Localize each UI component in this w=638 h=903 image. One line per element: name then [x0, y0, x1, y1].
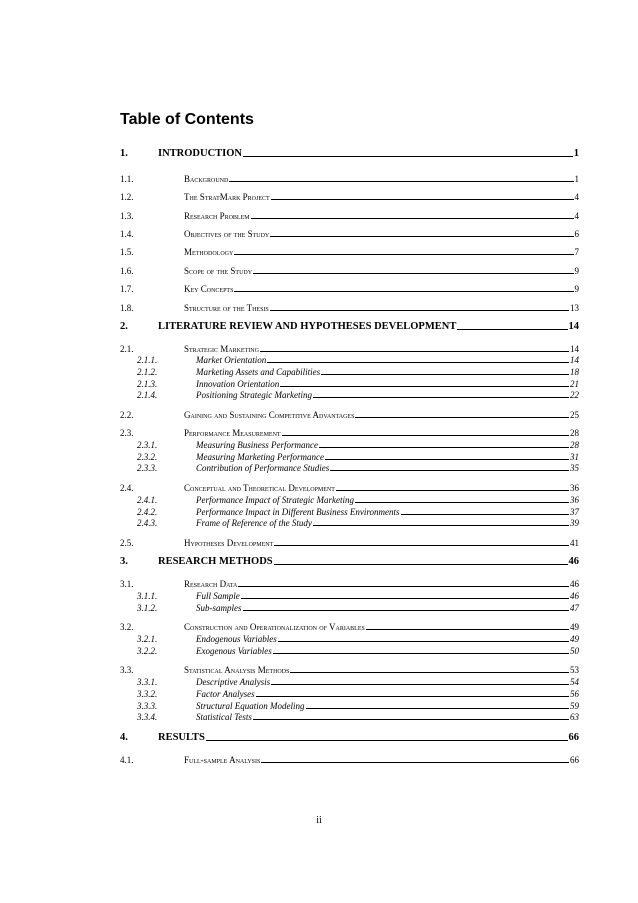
toc-entry-number: 1.1.	[120, 174, 134, 184]
toc-leader-line	[290, 672, 569, 673]
toc-entry-page: 21	[570, 379, 579, 389]
toc-leader-line	[313, 525, 569, 526]
toc-entry-page: 49	[570, 622, 579, 632]
toc-entry-page: 28	[570, 440, 579, 450]
toc-entry-number: 2.4.2.	[137, 507, 158, 517]
toc-entry-page: 9	[574, 266, 579, 276]
toc-leader-line	[274, 564, 568, 565]
toc-entry-page: 18	[570, 367, 579, 377]
toc-entry-number: 1.4.	[120, 229, 134, 239]
toc-entry[interactable]	[120, 495, 579, 505]
toc-leader-line	[270, 236, 573, 237]
toc-entry-page: 36	[570, 495, 579, 505]
toc-entry-page: 1	[574, 174, 579, 184]
toc-entry[interactable]	[120, 518, 579, 528]
toc-entry[interactable]	[120, 284, 579, 294]
toc-entry-label: Statistical Tests	[196, 712, 252, 722]
toc-entry[interactable]	[120, 303, 579, 313]
toc-entry-page: 7	[574, 247, 579, 257]
toc-leader-line	[306, 708, 570, 709]
toc-entry[interactable]	[120, 211, 579, 221]
page-number: ii	[316, 815, 322, 826]
toc-entry-number: 1.	[120, 148, 128, 159]
toc-entry-page: 14	[568, 321, 579, 332]
toc-entry-number: 3.2.	[120, 622, 134, 632]
toc-entry[interactable]	[120, 148, 579, 159]
toc-leader-line	[321, 374, 569, 375]
toc-entry-page: 9	[574, 284, 579, 294]
toc-entry[interactable]	[120, 247, 579, 257]
toc-entry-label: Performance Measurement	[184, 428, 281, 438]
toc-entry-label: Performance Impact in Different Business Environments	[196, 507, 400, 517]
toc-leader-line	[260, 351, 569, 352]
toc-entry-label: INTRODUCTION	[158, 148, 243, 159]
toc-entry-label: Endogenous Variables	[196, 634, 277, 644]
toc-entry-label: Scope of the Study	[184, 266, 253, 276]
toc-entry-label: Background	[184, 174, 229, 184]
toc-entry[interactable]	[120, 229, 579, 239]
toc-entry[interactable]	[120, 689, 579, 699]
toc-entry-label: Measuring Business Performance	[196, 440, 318, 450]
toc-entry-page: 63	[570, 712, 579, 722]
toc-entry[interactable]	[120, 634, 579, 644]
toc-entry[interactable]	[120, 174, 579, 184]
toc-leader-line	[261, 762, 569, 763]
toc-entry-page: 39	[570, 518, 579, 528]
toc-leader-line	[251, 218, 574, 219]
toc-entry-number: 3.3.4.	[137, 712, 158, 722]
toc-entry[interactable]	[120, 732, 579, 743]
toc-entry-page: 13	[570, 303, 579, 313]
toc-entry-number: 3.1.1.	[137, 591, 158, 601]
toc-entry-label: Full-sample Analysis	[184, 755, 261, 765]
toc-leader-line	[278, 641, 569, 642]
toc-entry-number: 3.1.	[120, 579, 134, 589]
toc-entry-label: Strategic Marketing	[184, 344, 259, 354]
toc-entry-page: 49	[570, 634, 579, 644]
toc-leader-line	[355, 417, 569, 418]
toc-leader-line	[271, 199, 574, 200]
toc-leader-line	[273, 653, 569, 654]
toc-entry[interactable]	[120, 463, 579, 473]
toc-entry-page: 22	[570, 390, 579, 400]
toc-leader-line	[256, 696, 569, 697]
toc-entry-page: 66	[570, 755, 579, 765]
toc-entry-number: 2.3.2.	[137, 452, 158, 462]
toc-entry[interactable]	[120, 410, 579, 420]
toc-entry-label: Descriptive Analysis	[196, 677, 271, 687]
toc-entry[interactable]	[120, 321, 579, 332]
toc-entry-label: Structural Equation Modeling	[196, 701, 305, 711]
toc-leader-line	[355, 502, 569, 503]
toc-entry-label: Measuring Marketing Performance	[196, 452, 324, 462]
toc-entry-label: LITERATURE REVIEW AND HYPOTHESES DEVELOPMENT	[158, 321, 457, 332]
toc-entry-page: 14	[570, 344, 579, 354]
toc-entry-number: 1.6.	[120, 266, 134, 276]
toc-entry[interactable]	[120, 701, 579, 711]
toc-entry[interactable]	[120, 579, 579, 589]
toc-entry[interactable]	[120, 622, 579, 632]
toc-entry-number: 4.1.	[120, 755, 134, 765]
toc-entry-page: 54	[570, 677, 579, 687]
toc-entry-label: Marketing Assets and Capabilities	[196, 367, 321, 377]
toc-entry-page: 56	[570, 689, 579, 699]
toc-leader-line	[271, 684, 569, 685]
toc-entry[interactable]	[120, 591, 579, 601]
toc-leader-line	[280, 386, 569, 387]
toc-leader-line	[325, 459, 569, 460]
toc-entry-label: Key Concepts	[184, 284, 234, 294]
toc-entry-label: Performance Impact of Strategic Marketing	[196, 495, 354, 505]
toc-entry-number: 2.1.2.	[137, 367, 158, 377]
toc-leader-line	[229, 181, 573, 182]
toc-entry-page: 41	[570, 538, 579, 548]
toc-entry[interactable]	[120, 428, 579, 438]
toc-entry-label: Innovation Orientation	[196, 379, 280, 389]
toc-entry-number: 2.4.3.	[137, 518, 158, 528]
toc-entry-label: Structure of the Thesis	[184, 303, 269, 313]
toc-entry-page: 1	[573, 148, 579, 159]
toc-entry-number: 1.2.	[120, 192, 134, 202]
toc-entry-page: 4	[574, 211, 579, 221]
toc-entry-page: 4	[574, 192, 579, 202]
toc-entry[interactable]	[120, 452, 579, 462]
toc-entry-label: Construction and Operationalization of Variables	[184, 622, 365, 632]
toc-entry-number: 1.3.	[120, 211, 134, 221]
toc-entry-number: 2.1.4.	[137, 390, 158, 400]
toc-leader-line	[234, 291, 573, 292]
toc-entry-label: Research Problem	[184, 211, 250, 221]
toc-leader-line	[270, 310, 569, 311]
toc-entry-label: RESULTS	[158, 732, 205, 743]
toc-entry-page: 53	[570, 665, 579, 675]
toc-leader-line	[313, 397, 569, 398]
toc-entry-page: 31	[570, 452, 579, 462]
toc-entry-number: 1.5.	[120, 247, 134, 257]
toc-entry-label: Positioning Strategic Marketing	[196, 390, 312, 400]
toc-entry[interactable]	[120, 538, 579, 548]
toc-entry-number: 3.3.3.	[137, 701, 158, 711]
toc-leader-line	[282, 435, 569, 436]
toc-entry-page: 35	[570, 463, 579, 473]
toc-entry-number: 2.4.1.	[137, 495, 158, 505]
toc-entry[interactable]	[120, 344, 579, 354]
toc-entry-number: 3.2.1.	[137, 634, 158, 644]
toc-entry-page: 46	[570, 591, 579, 601]
toc-entry-number: 2.3.1.	[137, 440, 158, 450]
toc-entry[interactable]	[120, 712, 579, 722]
toc-leader-line	[366, 629, 569, 630]
toc-entry-label: Exogenous Variables	[196, 646, 272, 656]
toc-leader-line	[253, 719, 569, 720]
toc-entry[interactable]	[120, 192, 579, 202]
toc-entry-label: Objectives of the Study	[184, 229, 270, 239]
toc-entry-page: 46	[570, 579, 579, 589]
toc-leader-line	[330, 470, 569, 471]
toc-entry-label: Frame of Reference of the Study	[196, 518, 312, 528]
toc-entry-number: 2.3.3.	[137, 463, 158, 473]
toc-entry-number: 2.1.1.	[137, 355, 158, 365]
toc-leader-line	[401, 514, 569, 515]
toc-entry-label: Full Sample	[196, 591, 240, 601]
toc-entry[interactable]	[120, 665, 579, 675]
toc-entry-page: 14	[570, 355, 579, 365]
toc-entry[interactable]	[120, 755, 579, 765]
toc-entry-label: Factor Analyses	[196, 689, 255, 699]
toc-entry-page: 46	[568, 556, 579, 567]
toc-entry-number: 2.1.3.	[137, 379, 158, 389]
toc-entry-label: Gaining and Sustaining Competitive Advantages	[184, 410, 355, 420]
toc-entry-page: 37	[570, 507, 579, 517]
toc-leader-line	[243, 610, 570, 611]
toc-leader-line	[457, 329, 567, 330]
toc-entry[interactable]	[120, 603, 579, 613]
toc-entry-label: Contribution of Performance Studies	[196, 463, 330, 473]
toc-entry-page: 25	[570, 410, 579, 420]
toc-leader-line	[336, 490, 569, 491]
toc-leader-line	[241, 598, 569, 599]
toc-entry-number: 3.3.	[120, 665, 134, 675]
toc-entry[interactable]	[120, 390, 579, 400]
toc-entry-number: 2.5.	[120, 538, 134, 548]
toc-entry[interactable]	[120, 646, 579, 656]
toc-entry[interactable]	[120, 379, 579, 389]
toc-entry-page: 66	[568, 732, 579, 743]
toc-entry-number: 3.1.2.	[137, 603, 158, 613]
toc-entry-number: 2.1.	[120, 344, 134, 354]
toc-entry-number: 2.	[120, 321, 128, 332]
toc-entry-label: Market Orientation	[196, 355, 267, 365]
toc-leader-line	[267, 362, 569, 363]
toc-leader-line	[238, 586, 569, 587]
toc-entry-number: 2.4.	[120, 483, 134, 493]
toc-entry-label: Sub-samples	[196, 603, 242, 613]
toc-entry-number: 2.2.	[120, 410, 134, 420]
toc-entry-label: Hypotheses Development	[184, 538, 274, 548]
toc-entry-number: 2.3.	[120, 428, 134, 438]
toc-entry-label: Research Data	[184, 579, 238, 589]
toc-entry-page: 36	[570, 483, 579, 493]
toc-leader-line	[319, 447, 569, 448]
toc-entry-page: 59	[570, 701, 579, 711]
toc-leader-line	[243, 156, 573, 157]
toc-entry-page: 47	[570, 603, 579, 613]
toc-leader-line	[274, 545, 569, 546]
toc-entry-page: 6	[574, 229, 579, 239]
toc-leader-line	[234, 254, 573, 255]
toc-entry-number: 3.	[120, 556, 128, 567]
toc-entry-label: Conceptual and Theoretical Development	[184, 483, 335, 493]
toc-entry-label: Statistical Analysis Methods	[184, 665, 290, 675]
page-title: Table of Contents	[120, 111, 254, 128]
toc-entry[interactable]	[120, 507, 579, 517]
toc-entry[interactable]	[120, 677, 579, 687]
toc-entry-number: 1.7.	[120, 284, 134, 294]
toc-entry[interactable]	[120, 483, 579, 493]
toc-entry-number: 1.8.	[120, 303, 134, 313]
toc-entry[interactable]	[120, 266, 579, 276]
toc-entry[interactable]	[120, 556, 579, 567]
toc-entry-label: The StratMark Project	[184, 192, 270, 202]
toc-entry[interactable]	[120, 367, 579, 377]
toc-leader-line	[206, 740, 568, 741]
toc-entry[interactable]	[120, 440, 579, 450]
toc-leader-line	[253, 273, 573, 274]
toc-entry-label: RESEARCH METHODS	[158, 556, 273, 567]
toc-entry-number: 3.2.2.	[137, 646, 158, 656]
toc-entry-page: 50	[570, 646, 579, 656]
toc-entry-number: 3.3.1.	[137, 677, 158, 687]
toc-entry-number: 3.3.2.	[137, 689, 158, 699]
toc-entry[interactable]	[120, 355, 579, 365]
toc-entry-label: Methodology	[184, 247, 234, 257]
toc-entry-page: 28	[570, 428, 579, 438]
toc-entry-number: 4.	[120, 732, 128, 743]
